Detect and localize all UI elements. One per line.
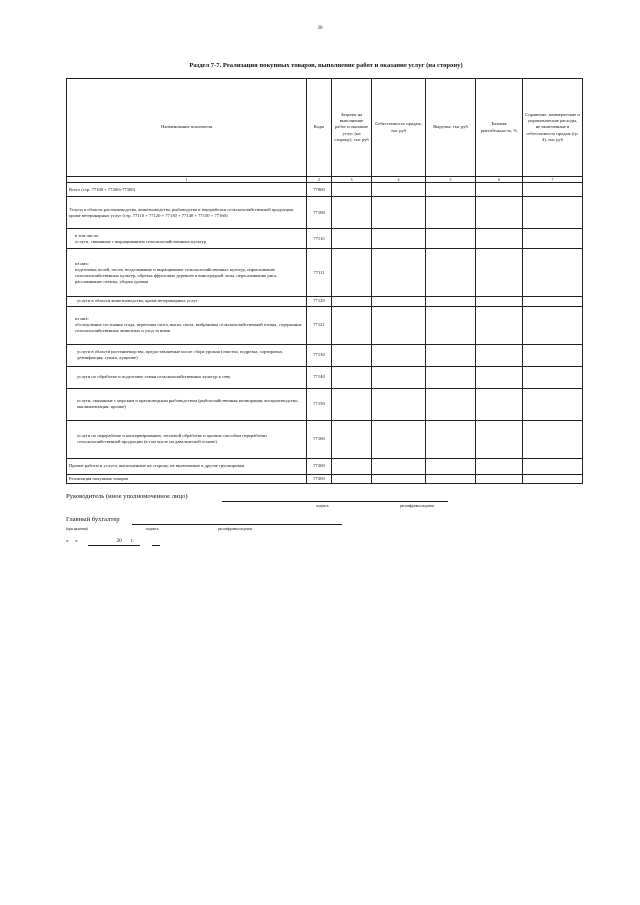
section-title: Раздел 7-7. Реализация покупных товаров, выполнение работ и оказание услуг (на сторону) <box>189 62 463 69</box>
row-label: Прочие работы и услуги, выполненные на сторону, не включенные в другие группировки <box>67 458 307 474</box>
row-label: подготовка полей, посев, возделывание и выращивание сельскохозяйственных культур, опрыскивание сельскохозяйственных культур, обрезка фруктовых деревьев и виноградной лозы, пересаживание риса, рассаживание свеклы, уборка урожая <box>75 266 278 285</box>
column-number: 4 <box>372 177 426 183</box>
data-cell <box>426 388 476 420</box>
data-cell <box>372 388 426 420</box>
data-cell <box>523 344 583 366</box>
data-cell <box>476 344 523 366</box>
table-row <box>67 366 583 388</box>
data-cell <box>372 306 426 344</box>
header-costs: Затраты на выполнение работ и оказание услуг (на сторону), тыс руб <box>332 79 372 177</box>
row-code: 77200 <box>307 458 332 474</box>
row-label: обследование состояния стада, перегонка скота, выпас скота, выбраковка сельскохозяйственной птицы, содержание сельскохозяйственных животных и уход за ними <box>75 321 302 334</box>
table-row <box>67 229 583 249</box>
header-profitability: Базовая рентабельность, % <box>476 79 523 177</box>
row-code: 77140 <box>307 366 332 388</box>
data-cell <box>523 249 583 297</box>
header-cost-price: Себестоимость продаж, тыс руб <box>372 79 426 177</box>
row-label-cell <box>67 306 307 344</box>
head-decode-caption: расшифровка подписи <box>400 504 435 508</box>
data-cell <box>372 366 426 388</box>
row-label: Всего (стр. 77100 + 77200+77300) <box>67 183 307 197</box>
data-cell <box>332 249 372 297</box>
data-cell <box>372 229 426 249</box>
column-number: 7 <box>523 177 583 183</box>
accountant-sign-caption: подпись <box>146 527 159 531</box>
data-cell <box>426 229 476 249</box>
table-row <box>67 306 583 344</box>
data-cell <box>372 249 426 297</box>
row-code: 77121 <box>307 306 332 344</box>
table-row <box>67 388 583 420</box>
row-lead: из них: <box>75 260 89 266</box>
data-cell <box>476 229 523 249</box>
data-cell <box>476 366 523 388</box>
table-row <box>67 297 583 306</box>
data-cell <box>426 344 476 366</box>
column-number: 6 <box>476 177 523 183</box>
table-row <box>67 458 583 474</box>
row-lead: из них: <box>75 315 89 321</box>
data-cell <box>332 306 372 344</box>
date-line: « » 20 г. <box>66 538 134 544</box>
data-cell <box>426 197 476 229</box>
header-revenue: Выручка, тыс руб <box>426 79 476 177</box>
data-cell <box>523 297 583 306</box>
head-signature-line <box>222 501 448 502</box>
date-month-line <box>88 545 140 546</box>
data-cell <box>523 420 583 458</box>
data-cell <box>332 229 372 249</box>
row-label: услуги, связанные с выращиванием сельскохозяйственных культур <box>75 238 207 244</box>
table-row <box>67 344 583 366</box>
row-code: 77000 <box>307 183 332 197</box>
data-cell <box>523 183 583 197</box>
table-row <box>67 420 583 458</box>
row-code: 77150 <box>307 388 332 420</box>
data-cell <box>426 306 476 344</box>
row-code: 77100 <box>307 197 332 229</box>
data-cell <box>332 344 372 366</box>
data-cell <box>332 183 372 197</box>
data-cell <box>476 297 523 306</box>
accountant-signature-label: Главный бухгалтер <box>66 516 120 523</box>
column-number: 2 <box>307 177 332 183</box>
data-cell <box>372 474 426 483</box>
data-cell <box>476 183 523 197</box>
head-signature-label: Руководитель (иное уполномоченное лицо) <box>66 493 188 500</box>
data-cell <box>523 388 583 420</box>
row-label: услуги по обработке и подготовке семян сельскохозяйственных культур к севу <box>67 366 307 388</box>
data-cell <box>523 197 583 229</box>
data-cell <box>426 297 476 306</box>
column-number: 3 <box>332 177 372 183</box>
data-cell <box>523 306 583 344</box>
data-cell <box>372 183 426 197</box>
data-cell <box>476 306 523 344</box>
data-cell <box>523 474 583 483</box>
column-number: 5 <box>426 177 476 183</box>
data-cell <box>476 197 523 229</box>
accountant-decode-caption: расшифровка подписи <box>218 527 253 531</box>
data-cell <box>476 458 523 474</box>
data-cell <box>426 474 476 483</box>
row-code: 77300 <box>307 474 332 483</box>
row-code: 77120 <box>307 297 332 306</box>
table-row <box>67 183 583 197</box>
row-label: услуги по переработке и консервированию, тепловой обработке и прочим способам переработки сельскохозяйственной продукции (в том числе на давальческой основе) <box>67 420 307 458</box>
row-label: услуги в области животноводства, кроме ветеринарных услуг <box>67 297 307 306</box>
data-cell <box>523 229 583 249</box>
data-cell <box>332 388 372 420</box>
data-cell <box>426 458 476 474</box>
data-cell <box>476 474 523 483</box>
data-cell <box>332 366 372 388</box>
data-cell <box>426 249 476 297</box>
table-row <box>67 249 583 297</box>
data-cell <box>332 197 372 229</box>
data-cell <box>332 458 372 474</box>
data-cell <box>372 197 426 229</box>
table-row <box>67 197 583 229</box>
row-code: 77160 <box>307 420 332 458</box>
header-row <box>67 79 583 177</box>
data-cell <box>372 458 426 474</box>
data-cell <box>476 388 523 420</box>
row-label-cell <box>67 249 307 297</box>
head-sign-caption: подпись <box>316 504 329 508</box>
row-label: услуги, связанные с морским и пресноводным рыбоводством (рыбохозяйственная мелиорация, воспроизводство, акклиматизация, прочие) <box>67 388 307 420</box>
data-cell <box>523 366 583 388</box>
data-cell <box>332 474 372 483</box>
header-code: Коды <box>307 79 332 177</box>
row-label-cell <box>67 229 307 249</box>
report-table <box>66 78 583 484</box>
column-number: 1 <box>67 177 307 183</box>
accountant-signature-line <box>132 524 342 525</box>
date-year-line <box>152 545 160 546</box>
row-label: Услуги в области растениеводства, животноводства, рыбоводства и переработки сельскохозяйственной продукции, кроме ветеринарных услуг (стр. 77110 + 77120 + 77130 + 77140 + 77150 + 77160) <box>67 197 307 229</box>
data-cell <box>426 183 476 197</box>
data-cell <box>476 249 523 297</box>
row-label: Реализация покупных товаров <box>67 474 307 483</box>
row-code: 77111 <box>307 249 332 297</box>
data-cell <box>372 344 426 366</box>
data-cell <box>476 420 523 458</box>
data-cell <box>372 420 426 458</box>
header-reference: Справочно: коммерческие и управленческие расходы, не включенные в себестоимость продаж (гр. 4), тыс руб <box>523 79 583 177</box>
row-code: 77130 <box>307 344 332 366</box>
data-cell <box>523 458 583 474</box>
data-cell <box>426 366 476 388</box>
data-cell <box>332 420 372 458</box>
data-cell <box>426 420 476 458</box>
data-cell <box>332 297 372 306</box>
accountant-note: (при наличии) <box>66 527 88 531</box>
header-name: Наименование показателя <box>67 79 307 177</box>
row-code: 77110 <box>307 229 332 249</box>
data-cell <box>372 297 426 306</box>
page-number: 30 <box>317 26 323 31</box>
table-row <box>67 474 583 483</box>
row-label: услуги в области растениеводства, предоставляемые после сбора урожая (очистка, подрезка, сортировка, дезинфекция, сушка, лущение) <box>67 344 307 366</box>
row-lead: в том числе: <box>75 232 99 238</box>
